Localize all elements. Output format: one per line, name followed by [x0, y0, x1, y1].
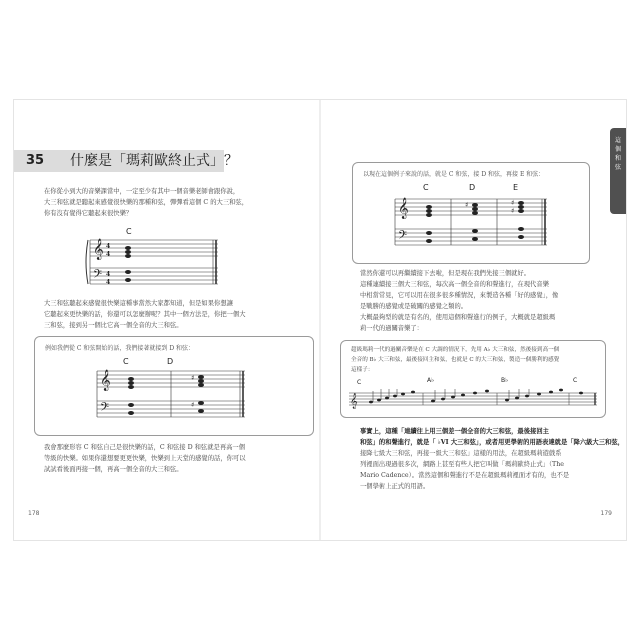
svg-text:4: 4	[106, 243, 111, 250]
example-box-c-d	[34, 336, 314, 436]
text-line: 三和弦，接到另一個比它高一個全音的大三和弦。	[44, 322, 183, 329]
chord-label: E	[513, 183, 519, 192]
chord-label: C	[423, 183, 429, 192]
closing-paragraph	[44, 442, 246, 475]
text-line: 超級瑪莉一代的過關音樂是在 C 大調的情況下，先用 A♭ 大三和弦，然後接到高一個	[351, 347, 560, 353]
chord-label: D	[469, 183, 476, 192]
svg-text:♯: ♯	[191, 401, 195, 409]
mario-cadence-box	[340, 340, 606, 418]
svg-text:4: 4	[106, 251, 111, 258]
chord-label: C	[123, 357, 129, 366]
svg-text:𝄞: 𝄞	[100, 370, 111, 391]
svg-text:𝄢: 𝄢	[93, 268, 103, 284]
svg-text:𝄢: 𝄢	[398, 229, 408, 245]
box-caption: 例如我們從 C 和弦開始的話，我們接著就接到 D 和弦：	[45, 345, 195, 352]
page-number: 178	[28, 510, 40, 517]
svg-text:♯: ♯	[465, 201, 469, 209]
text-line: 大概最夠型的就是有名的，使用這個和聲進行的例子，大概就是超級瑪	[360, 314, 556, 321]
text-line: 等級的快樂。如果你還想要更更快樂，快樂到上天堂的感覺的話，你可以	[44, 455, 246, 462]
chord-label: B♭	[501, 377, 508, 384]
chord-label: D	[167, 357, 174, 366]
text-line: Mario Cadence）。當然這個和聲進行不是在超級瑪莉裡面才有的，也不是	[360, 472, 570, 479]
chord-label: C	[573, 377, 578, 384]
text-line: 我會那麼形容 C 和弦自己是很快樂的話，C 和弦接 D 和弦就是再高一個	[44, 444, 246, 451]
grand-staff-c-chord	[84, 236, 224, 290]
text-line: 大三和弦聽起來感覺很快樂這種事當然大家都知道，但是如果你想讓	[44, 300, 233, 307]
right-paragraph	[360, 268, 558, 334]
box-caption: 以現在這個例子來說的話，就是 C 和弦，接 D 和弦，再接 E 和弦：	[363, 171, 545, 178]
text-line: 莉一代的過關音樂了：	[360, 325, 423, 332]
svg-text:4: 4	[106, 271, 111, 278]
grand-staff-c-d	[91, 367, 251, 425]
text-line: 和弦」的和聲進行，就是「 ♭VI 大三和弦」，或者用更學術的用語表達就是「降六級大三和弦，	[360, 439, 624, 446]
intro-paragraph	[44, 186, 248, 219]
chord-label: C	[357, 379, 362, 386]
text-line: 這種連續接三個大三和弦，每次高一個全音的和聲進行，在現代音樂	[360, 281, 549, 288]
text-line: 它聽起來更快樂的話，你還可以怎麼辦呢？其中一個方法是，你把一個大	[44, 311, 246, 318]
text-line: 事實上，這種「連續往上用三個差一個全音的大三和弦，最後接回主	[360, 428, 549, 435]
middle-paragraph	[44, 298, 246, 331]
book-spread	[14, 100, 626, 540]
text-line: 是戰勝的感覺或是破關的感覺之類的。	[360, 303, 468, 310]
grand-staff-c-d-e	[389, 195, 553, 253]
text-line: 接降七級大三和弦，再接一級大三和弦」這樣的用法，在超級瑪莉遊戲系	[360, 450, 562, 457]
left-page	[14, 100, 320, 540]
mario-melody-staff	[347, 387, 599, 413]
svg-text:𝄞: 𝄞	[93, 239, 104, 260]
chapter-number: 35	[26, 153, 45, 168]
text-line: 這樣子：	[351, 367, 374, 373]
page-number: 179	[600, 510, 612, 517]
svg-text:4: 4	[106, 279, 111, 286]
chord-label: C	[126, 227, 132, 236]
final-paragraph	[360, 426, 624, 492]
text-line: 當然你還可以再繼續接下去啦，但是現在我們先接三個就好。	[360, 270, 531, 277]
example-box-c-d-e	[352, 162, 590, 264]
side-tab-label: 這個和弦	[614, 137, 621, 171]
chapter-title: 什麼是「瑪莉歐終止式」？	[70, 153, 238, 169]
svg-text:♯: ♯	[191, 374, 195, 382]
text-line: 你有沒有覺得它聽起來很快樂？	[44, 210, 133, 217]
svg-text:♯: ♯	[511, 199, 515, 207]
box-text	[351, 345, 559, 375]
svg-text:♯: ♯	[511, 207, 515, 215]
text-line: 在你從小到大的音樂課當中，一定至少有其中一個音樂老師會跟你說，	[44, 188, 240, 195]
text-line: 試試看後面再接一個，再高一個全音的大三和弦。	[44, 466, 183, 473]
chord-label: A♭	[427, 377, 434, 384]
svg-text:𝄢: 𝄢	[100, 401, 110, 417]
text-line: 中相當常見，它可以用在很多很多種情況，來製造各種「好的感覺」，像	[360, 292, 559, 299]
text-line: 全音的 B♭ 大三和弦，最後接回主和弦，也就是 C 的大三和弦，製造一個勝利的感覺	[351, 357, 560, 363]
svg-text:𝄞: 𝄞	[350, 394, 358, 409]
svg-text:𝄞: 𝄞	[398, 198, 409, 219]
text-line: 一個學術上正式的用語。	[360, 483, 430, 490]
text-line: 大三和弦就是聽起來感覺很快樂的那種和弦，彈彈看這個 C 的大三和弦，	[44, 199, 249, 206]
right-page	[320, 100, 626, 540]
text-line: 列裡面出現過很多次，網路上甚至有些人把它叫做「瑪莉歐終止式」（The	[360, 461, 565, 468]
